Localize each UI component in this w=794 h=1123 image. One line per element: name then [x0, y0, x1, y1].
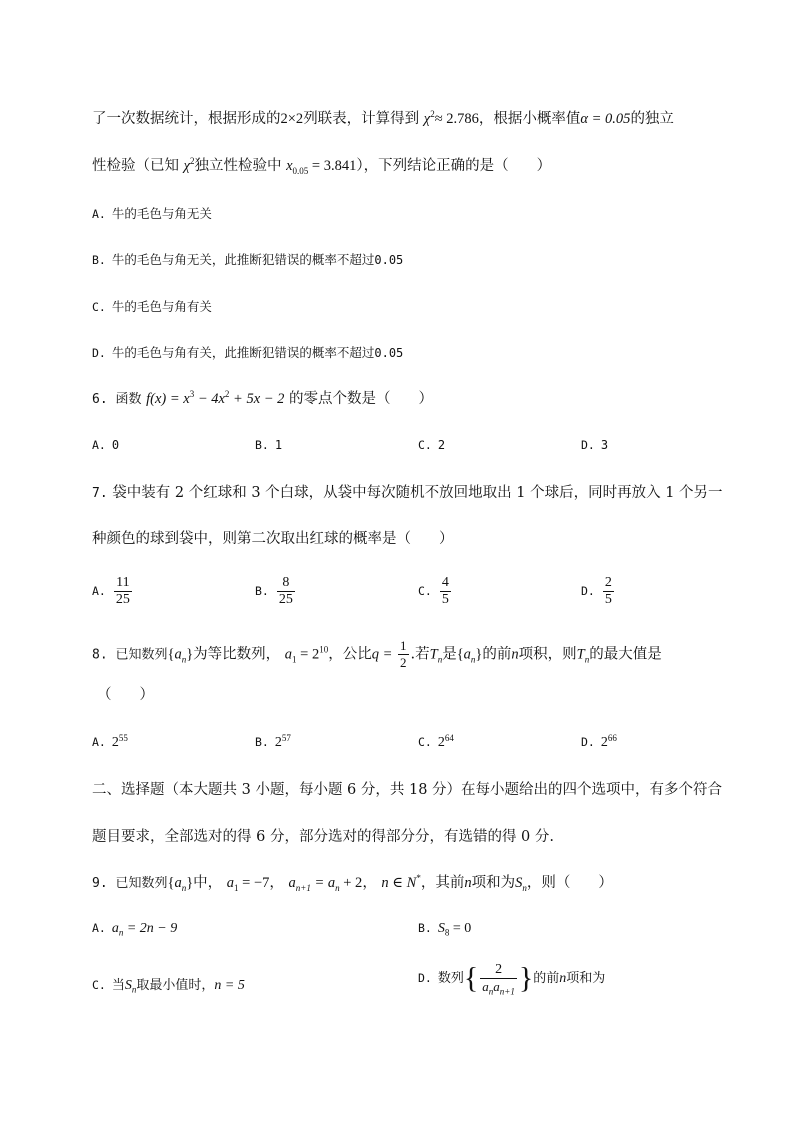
optD-a: 数列: [437, 971, 464, 986]
seq-a-2: a: [463, 646, 471, 663]
option-text: 0: [111, 438, 120, 452]
q7-text-1: 袋中装有 2 个红球和 3 个白球，从袋中每次随机不放回地取出 1 个球后，同时再放入 1 个另一: [112, 485, 723, 501]
q8-option-c[interactable]: [418, 734, 454, 751]
q8-text-g: 项积，则: [518, 646, 577, 663]
option-letter: A.: [92, 584, 106, 598]
q6-option-c[interactable]: [418, 437, 445, 452]
fraction: $\frac{8}{25}$: [278, 575, 293, 607]
q5-text-c: ，根据小概率值: [478, 111, 581, 127]
optC-a: 当: [111, 978, 125, 993]
option-text: 牛的毛色与角无关，此推断犯错误的概率不超过: [111, 252, 375, 267]
q8-text-d: .若: [410, 646, 430, 663]
q5-table-size: 2×2: [280, 111, 304, 127]
option-text: 牛的毛色与角有关，此推断犯错误的概率不超过: [111, 345, 375, 360]
q9-options-row1: [92, 920, 702, 960]
optC-b: 取最小值时，: [136, 978, 215, 993]
optD-b: 的前: [533, 971, 560, 986]
alpha-value: α = 0.05: [580, 111, 631, 127]
optD-brace-close: }: [518, 961, 534, 995]
optD-brace-open: {: [463, 961, 479, 995]
option-letter: B.: [418, 921, 432, 935]
option-base: 2: [274, 735, 282, 750]
q5-line1: [92, 109, 702, 129]
seq-brace-3: {: [167, 875, 175, 891]
q9-a1: a: [226, 875, 235, 891]
T-2: T: [576, 646, 585, 663]
optB-S: S: [437, 921, 445, 936]
section2-text-1: 二、选择题（本大题共 3 小题，每小题 6 分，共 18 分）在每小题给出的四个选项中，有多个符合: [92, 782, 723, 798]
seq-sub-2: n: [470, 654, 476, 665]
a1-sub: 1: [292, 654, 297, 665]
option-letter: D.: [418, 971, 432, 985]
seq-brace-close: }: [186, 646, 194, 663]
seq-a: a: [174, 646, 182, 663]
q5-text-d: 的独立: [630, 111, 674, 127]
option-letter: D.: [581, 438, 595, 452]
a1-eq: = 2: [296, 646, 320, 663]
q6-close: ）: [418, 391, 434, 407]
q8-open: （: [97, 687, 112, 703]
option-number: 0.05: [374, 346, 404, 360]
seq-brace-close-3: }: [186, 875, 194, 891]
seq-brace: {: [167, 646, 175, 663]
q5-line2: [92, 156, 702, 176]
q7-options: [92, 575, 702, 615]
option-letter: A.: [92, 438, 106, 452]
q5-option-a[interactable]: [92, 204, 702, 224]
option-exp: 64: [444, 732, 454, 743]
section2-text-2: 题目要求，全部选对的得 6 分，部分选对的得部分分，有选错的得 0 分.: [92, 829, 554, 845]
q9-S-sub: n: [522, 882, 527, 893]
T: T: [429, 646, 438, 663]
q9-option-a[interactable]: [92, 920, 177, 937]
rec-tail: + 2: [339, 875, 363, 891]
q6-option-a[interactable]: [92, 437, 119, 452]
option-letter: C.: [418, 584, 432, 598]
q6-options: [92, 437, 702, 477]
q8-line2: [97, 685, 702, 705]
optC-sub: n: [131, 984, 137, 995]
q5-option-b[interactable]: [92, 250, 702, 270]
seq-a-3: a: [174, 875, 182, 891]
q7-line1: [92, 483, 723, 504]
a1-exp: 10: [319, 644, 329, 655]
q9-text-c: ，其前: [420, 875, 465, 891]
option-text: 1: [274, 438, 283, 452]
option-letter: C.: [418, 438, 432, 452]
q6-text: 的零点个数是（: [289, 391, 391, 407]
q9-stem: [92, 873, 702, 894]
q8-text-e: 是: [442, 646, 457, 663]
optC-val: n = 5: [214, 978, 245, 993]
q5-text-b: 列联表，计算得到: [303, 111, 420, 127]
q6-label: 6. 函数: [92, 392, 142, 407]
optD-c: 项和为: [566, 971, 606, 986]
fraction: $\frac{4}{5}$: [441, 575, 449, 607]
q5-option-c[interactable]: [92, 297, 702, 317]
n-in-N: n ∈ N: [381, 875, 417, 891]
option-base: 2: [600, 735, 608, 750]
chi-symbol-2: $\chi^2$: [183, 156, 195, 174]
q9-option-c[interactable]: [92, 974, 245, 994]
comma: ，: [269, 875, 284, 891]
q5-line2-b: 独立性检验中: [194, 158, 282, 174]
q5-text-a: 了一次数据统计，根据形成的: [92, 111, 281, 127]
option-exp: 66: [607, 732, 617, 743]
optD-n: n: [559, 971, 567, 986]
seq-brace-2: {: [456, 646, 464, 663]
option-number: 0.05: [374, 253, 404, 267]
q9-close: ）: [598, 875, 613, 891]
option-letter: A.: [92, 207, 106, 221]
option-text: 3: [600, 438, 609, 452]
fraction: $\frac{2}{5}$: [604, 575, 612, 607]
q6-option-d[interactable]: [581, 437, 608, 452]
option-base: 2: [111, 735, 119, 750]
optA-sub: n: [118, 927, 124, 938]
q9-a1-sub: 1: [234, 882, 239, 893]
a1: a: [284, 646, 293, 663]
q6-function: $f(x) = x^3 - 4x^2 + 5x - 2$: [146, 389, 285, 407]
q9-label: 9. 已知数列: [92, 876, 168, 891]
option-text: 2: [437, 438, 446, 452]
option-letter: C.: [92, 300, 106, 314]
q7-option-d[interactable]: [581, 575, 616, 608]
q7-option-b[interactable]: [255, 575, 297, 608]
comma-2: ，: [362, 875, 377, 891]
option-letter: D.: [581, 584, 595, 598]
seq-sub: n: [181, 654, 187, 665]
chi-value: ≈ 2.786: [434, 111, 479, 127]
option-letter: B.: [255, 584, 269, 598]
q9-options-row2: [92, 962, 702, 1012]
q8-text-h: 的最大值是: [589, 646, 662, 663]
q5-line2-c: ），下列结论正确的是（: [356, 158, 509, 174]
ratio-fraction: $\frac{1}{2}$: [400, 638, 407, 670]
q9-text-e: ，则（: [526, 875, 571, 891]
critical-x: x: [286, 158, 293, 174]
n-var: n: [511, 646, 519, 663]
optC-S: S: [124, 978, 132, 993]
q8-option-a[interactable]: [92, 734, 128, 751]
option-letter: D.: [581, 735, 595, 749]
seq-brace-close-2: }: [475, 646, 483, 663]
rec-sub: n+1: [295, 882, 311, 893]
option-letter: C.: [92, 978, 106, 992]
q9-option-b[interactable]: [418, 920, 471, 937]
option-letter: B.: [255, 735, 269, 749]
q8-option-d[interactable]: [581, 734, 617, 751]
optA-a: a: [111, 921, 119, 936]
q8-option-b[interactable]: [255, 734, 291, 751]
option-letter: A.: [92, 921, 106, 935]
chi-symbol: $\chi^2$: [423, 109, 435, 127]
q8-text-f: 的前: [482, 646, 512, 663]
q8-close: ）: [139, 687, 154, 703]
q8-label: 8. 已知数列: [92, 647, 168, 663]
option-letter: D.: [92, 346, 106, 360]
seq-sub-3: n: [181, 882, 187, 893]
q5-line2-close: ）: [536, 158, 552, 174]
option-base: 2: [437, 735, 445, 750]
critical-value: = 3.841: [308, 158, 357, 174]
optA-val: = 2n − 9: [123, 921, 178, 936]
q9-a1-val: = −7: [238, 875, 270, 891]
q8-options: [92, 734, 702, 774]
q7-option-c[interactable]: [418, 575, 453, 608]
q7-label: 7.: [92, 486, 108, 501]
q5-option-d[interactable]: [92, 343, 702, 363]
fraction: $\frac{11}{25}$: [115, 575, 130, 607]
q7-close: ）: [439, 531, 454, 547]
q8-stem: [92, 638, 702, 671]
q9-text-d: 项和为: [471, 875, 516, 891]
option-text: 牛的毛色与角有关: [111, 299, 212, 314]
optB-val: = 0: [449, 921, 472, 936]
critical-sub: 0.05: [292, 165, 309, 176]
optB-sub: 8: [444, 927, 450, 938]
section2-line2: [92, 827, 702, 847]
T-sub: n: [437, 654, 443, 665]
q6-option-b[interactable]: [255, 437, 282, 452]
q9-text-b: 中，: [193, 875, 223, 891]
q8-text-b: 为等比数列，: [193, 646, 281, 663]
q5-line2-a: 性检验（已知: [92, 158, 179, 174]
section2-line1: [92, 780, 723, 800]
option-letter: B.: [255, 438, 269, 452]
rec-sub2: n: [335, 882, 340, 893]
q6-stem: [92, 389, 702, 410]
n-star: *: [416, 873, 421, 884]
q7-line2: [92, 529, 702, 549]
option-letter: B.: [92, 253, 106, 267]
q9-S: S: [515, 875, 523, 891]
T-sub-2: n: [584, 654, 590, 665]
q9-option-d[interactable]: [418, 962, 605, 995]
option-letter: A.: [92, 735, 106, 749]
ratio-q: q =: [371, 646, 397, 663]
option-letter: C.: [418, 735, 432, 749]
rec-a: a: [288, 875, 296, 891]
option-text: 牛的毛色与角无关: [111, 206, 212, 221]
q8-text-c: ，公比: [328, 646, 372, 663]
rec-eq: = a: [310, 875, 336, 891]
q7-text-2: 种颜色的球到袋中，则第二次取出红球的概率是（: [92, 531, 411, 547]
optD-fraction: $\frac{2}{a_na_{n+1}}$: [482, 962, 515, 997]
option-exp: 55: [118, 732, 128, 743]
q7-option-a[interactable]: [92, 575, 134, 608]
q9-n: n: [464, 875, 472, 891]
option-exp: 57: [281, 732, 291, 743]
